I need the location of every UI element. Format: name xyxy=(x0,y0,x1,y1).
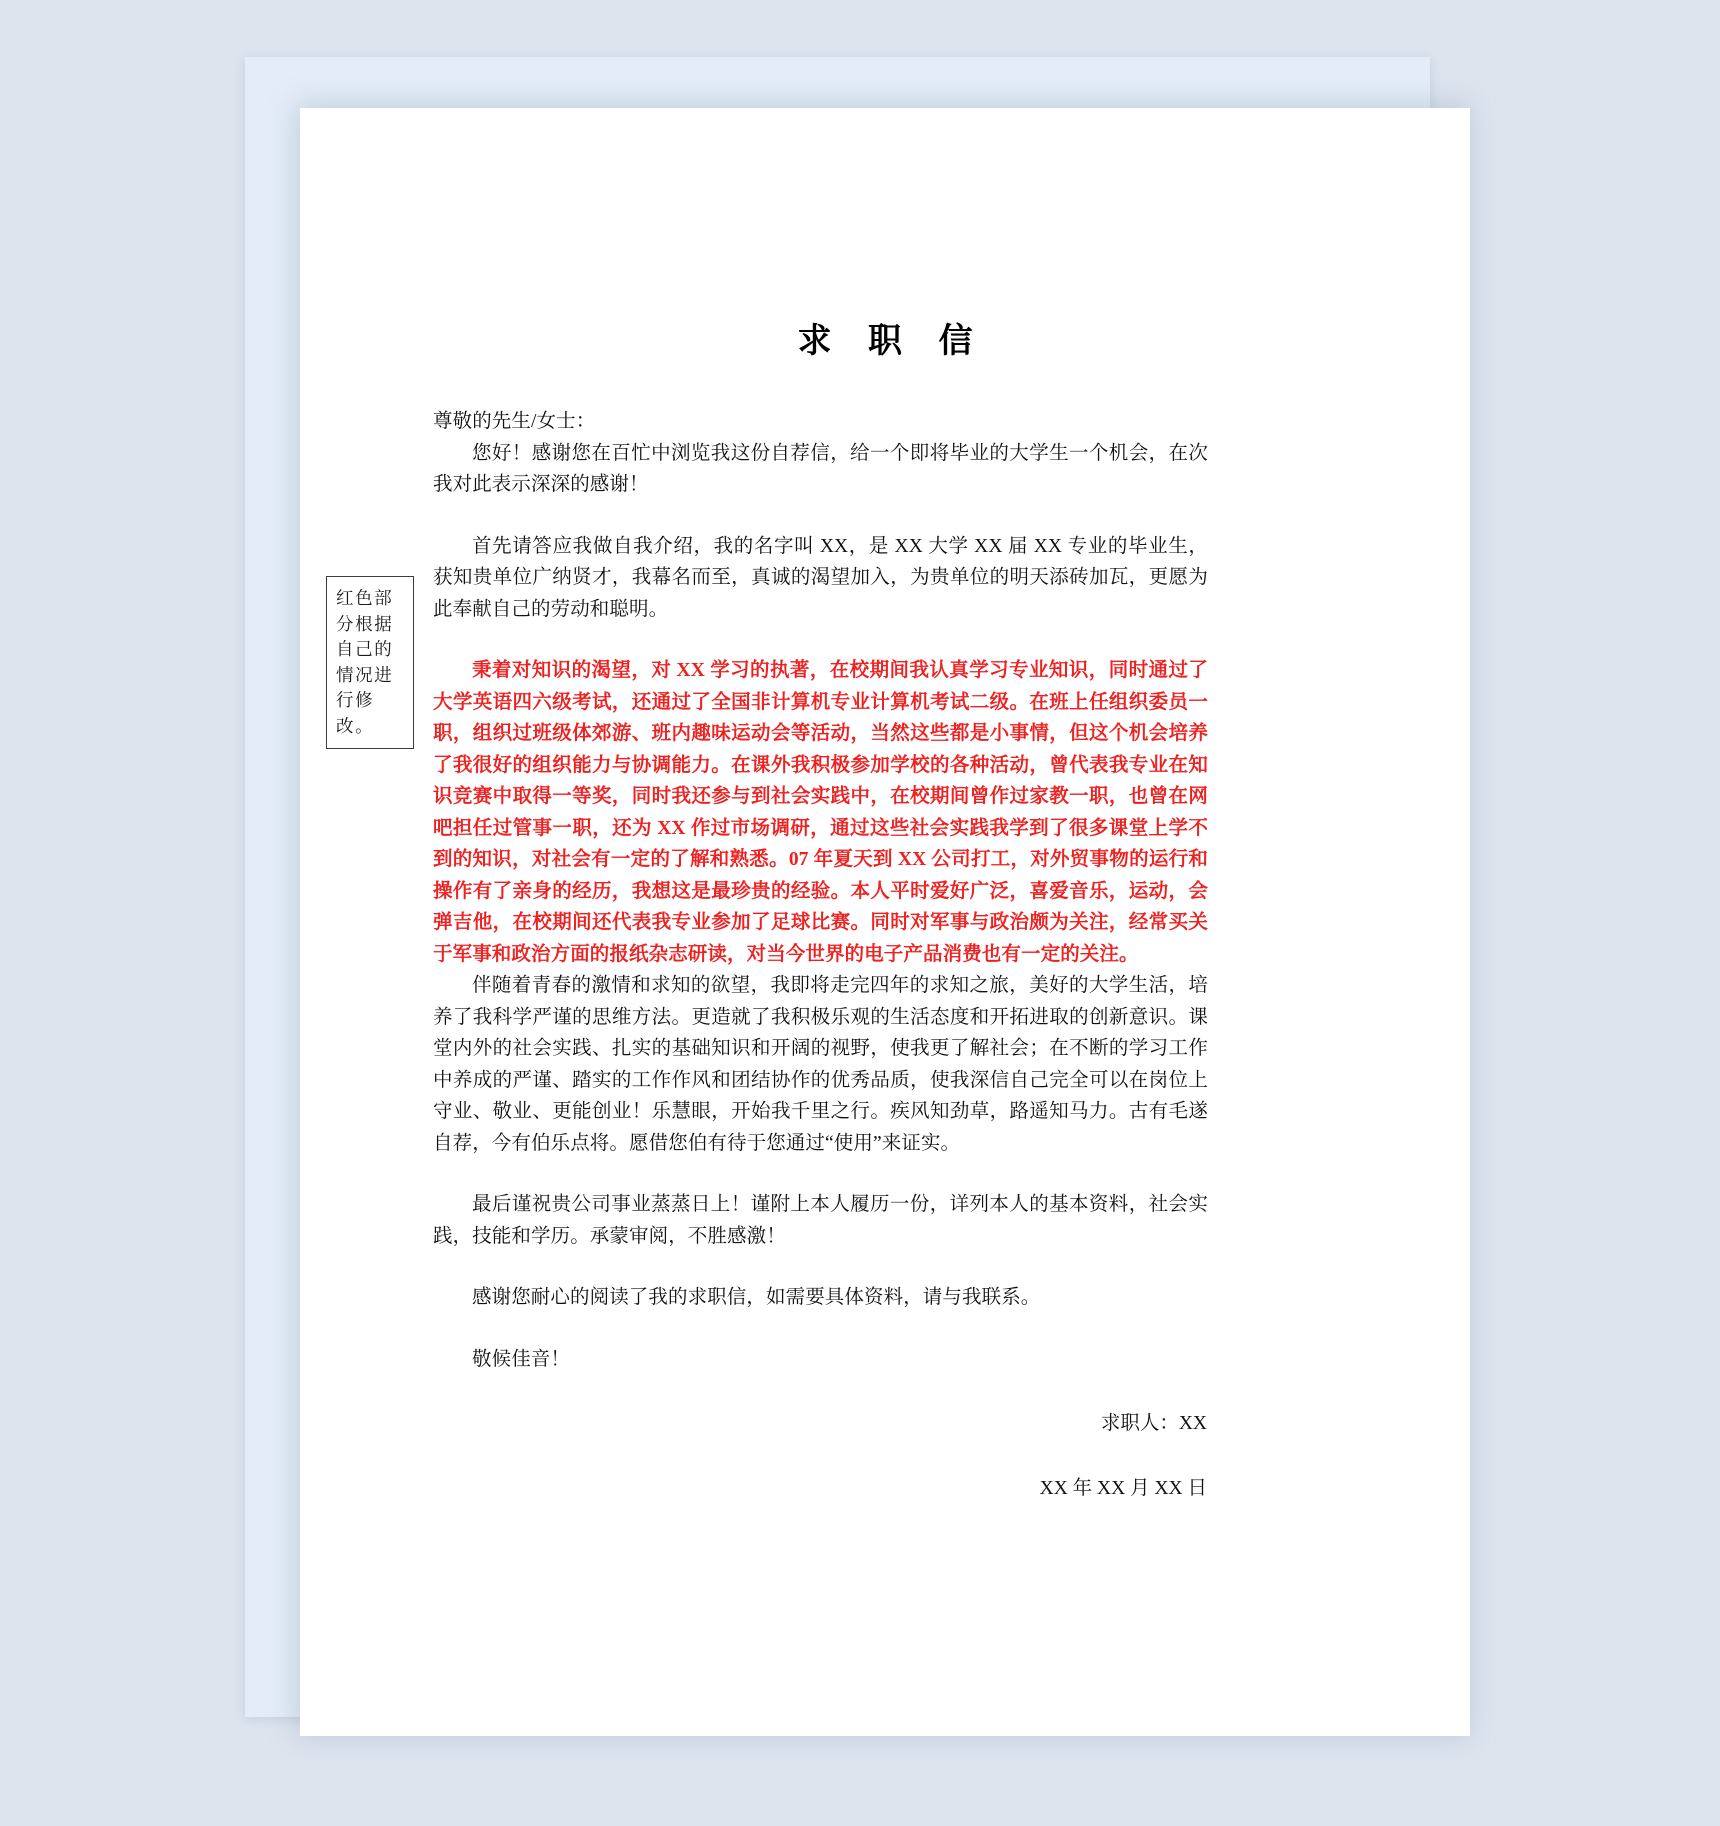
signature-applicant: 求职人：XX xyxy=(1100,1413,1207,1434)
signature-spacer xyxy=(433,1440,1208,1473)
paragraph-experience-highlighted: 秉着对知识的渴望，对 XX 学习的执著，在校期间我认真学习专业知识，同时通过了大学英语四六级考试，还通过了全国非计算机专业计算机考试二级。在班上任组织委员一职，组织过班级体郊游、班内趣味运动会等活动，当然这些都是小事情，但这个机会培养了我很好的组织能力与协调能力。在课外我积极参加学校的各种活动，曾代表我专业在知识竞赛中取得一等奖，同时我还参与到社会实践中，在校期间曾作过家教一职，也曾在网吧担任过管事一职，还为 XX 作过市场调研，通过这些社会实践我学到了很多课堂上学不到的知识，对社会有一定的了解和熟悉。07 年夏天到 XX 公司打工，对外贸事物的运行和操作有了亲身的经历，我想这是最珍贵的经验。本人平时爱好广泛，喜爱音乐，运动，会弹吉他，在校期间还代表我专业参加了足球比赛。同时对军事与政治颇为关注，经常买关于军事和政治方面的报纸杂志研读，对当今世界的电子产品消费也有一定的关注。 xyxy=(433,660,1208,965)
letter-body xyxy=(433,406,1208,1504)
paragraph-await-reply: 敬候佳音！ xyxy=(472,1348,571,1370)
paragraph-thanks: 感谢您耐心的阅读了我的求职信，如需要具体资料，请与我联系。 xyxy=(472,1287,1041,1308)
paragraph-spacer xyxy=(433,625,1208,655)
paragraph-spacer xyxy=(433,1252,1208,1282)
signature-date: XX 年 XX 月 XX 日 xyxy=(1039,1477,1207,1499)
page-title: 求 职 信 xyxy=(797,323,987,360)
paragraph-spacer xyxy=(433,1159,1208,1189)
red-text-annotation-note: 红色部分根据自己的情况进行修改。 xyxy=(326,576,414,749)
paragraph-closing-wish: 最后谨祝贵公司事业蒸蒸日上！谨附上本人履历一份，详列本人的基本资料，社会实践，技能和学历。承蒙审阅，不胜感激！ xyxy=(433,1194,1208,1247)
paragraph-greeting: 您好！感谢您在百忙中浏览我这份自荐信，给一个即将毕业的大学生一个机会，在次我对此表示深深的感谢！ xyxy=(433,442,1208,495)
signature-spacer xyxy=(433,1375,1208,1408)
paragraph-spacer xyxy=(433,501,1208,531)
paragraph-qualities: 伴随着青春的激情和求知的欲望，我即将走完四年的求知之旅，美好的大学生活，培养了我科学严谨的思维方法。更造就了我积极乐观的生活态度和开拓进取的创新意识。课堂内外的社会实践、扎实的基础知识和开阔的视野，使我更了解社会；在不断的学习工作中养成的严谨、踏实的工作作风和团结协作的优秀品质，使我深信自己完全可以在岗位上守业、敬业、更能创业！乐慧眼，开始我千里之行。疾风知劲草，路遥知马力。古有毛遂自荐，今有伯乐点将。愿借您伯有待于您通过“使用”来证实。 xyxy=(433,975,1208,1154)
paragraph-intro: 首先请答应我做自我介绍，我的名字叫 XX，是 XX 大学 XX 届 XX 专业的毕业生，获知贵单位广纳贤才，我幕名而至，真诚的渴望加入，为贵单位的明天添砖加瓦，更愿为此奉献自己的劳动和聪明。 xyxy=(433,535,1208,620)
paragraph-spacer xyxy=(433,1314,1208,1344)
document-page xyxy=(300,108,1470,1736)
document-page-content xyxy=(300,108,1470,1736)
salutation: 尊敬的先生/女士： xyxy=(433,411,596,432)
